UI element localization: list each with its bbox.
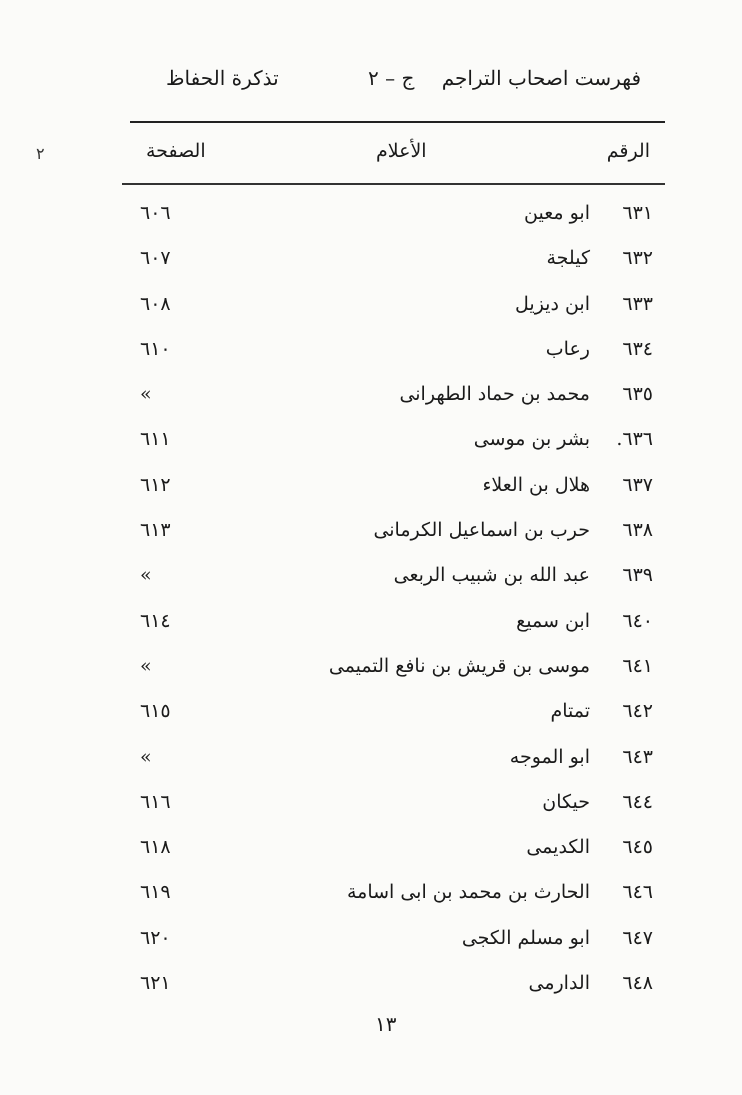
entry-number: ٦٣٣ xyxy=(622,292,653,315)
entry-page: ٦١١ xyxy=(140,428,171,451)
index-table xyxy=(120,196,665,1011)
entry-page: ٦١٥ xyxy=(140,700,171,723)
table-row xyxy=(120,287,665,332)
entry-number: ٦٣٩ xyxy=(622,564,653,587)
table-row xyxy=(120,830,665,875)
entry-page: ٦٢٠ xyxy=(140,926,171,949)
entry-number: ٦٤١ xyxy=(622,654,653,677)
table-row xyxy=(120,875,665,920)
table-row xyxy=(120,740,665,785)
entry-number: ٦٣٥ xyxy=(622,383,653,406)
entry-page: ٦٠٧ xyxy=(140,247,171,270)
entry-name: تمتام xyxy=(550,700,590,723)
table-row xyxy=(120,649,665,694)
entry-number: ٦٤٣ xyxy=(622,745,653,768)
entry-page: ٦١٩ xyxy=(140,881,171,904)
table-row xyxy=(120,604,665,649)
margin-mark: ٢ xyxy=(36,144,45,163)
entry-name: حيكان xyxy=(542,790,590,813)
entry-number: ٦٤٤ xyxy=(622,790,653,813)
entry-name: هلال بن العلاء xyxy=(482,473,590,496)
table-row xyxy=(120,785,665,830)
entry-page: ٦١٣ xyxy=(140,519,171,542)
entry-page: ٦٢١ xyxy=(140,972,171,995)
table-row xyxy=(120,196,665,241)
entry-name: الكديمى xyxy=(526,836,590,859)
entry-number: ٦٣١ xyxy=(622,202,653,224)
table-row xyxy=(120,422,665,467)
book-title: تذكرة الحفاظ xyxy=(166,66,279,90)
entry-number: ٦٣٨ xyxy=(622,519,653,542)
entry-name: الحارث بن محمد بن ابى اسامة xyxy=(346,881,590,904)
table-row xyxy=(120,921,665,966)
entry-number: ٦٣٦. xyxy=(616,428,653,451)
entry-page: » xyxy=(140,383,152,406)
entry-number: ٦٤٧ xyxy=(622,926,653,949)
volume-label: ج – ٢ xyxy=(368,66,415,90)
entry-name: ابو معين xyxy=(524,202,590,224)
entry-number: ٦٤٢ xyxy=(622,700,653,723)
entry-name: حرب بن اسماعيل الكرمانى xyxy=(373,519,590,542)
table-row xyxy=(120,694,665,739)
entry-name: ابو الموجه xyxy=(509,745,590,768)
entry-name: الدارمى xyxy=(528,972,590,995)
table-row xyxy=(120,966,665,1011)
entry-name: محمد بن حماد الطهرانى xyxy=(399,383,590,406)
entry-page: » xyxy=(140,564,152,587)
entry-page: ٦٠٦ xyxy=(140,202,171,224)
entry-name: عبد الله بن شبيب الربعى xyxy=(393,564,590,587)
entry-number: ٦٤٦ xyxy=(622,881,653,904)
column-header-names: الأعلام xyxy=(376,140,427,162)
table-row xyxy=(120,241,665,286)
running-header xyxy=(130,66,665,102)
table-row xyxy=(120,468,665,513)
entry-name: بشر بن موسى xyxy=(473,428,590,451)
entry-page: ٦٠٨ xyxy=(140,292,171,315)
entry-page: » xyxy=(140,654,152,677)
entry-page: » xyxy=(140,745,152,768)
entry-page: ٦١٤ xyxy=(140,609,171,632)
entry-number: ٦٤٨ xyxy=(622,972,653,995)
entry-name: ابن سميع xyxy=(516,609,590,632)
table-row xyxy=(120,332,665,377)
entry-name: كيلجة xyxy=(546,247,590,270)
entry-name: ابو مسلم الكجى xyxy=(461,926,590,949)
entry-page: ٦١٦ xyxy=(140,790,171,813)
column-header-rule xyxy=(122,183,665,185)
entry-page: ٦١٠ xyxy=(140,337,171,360)
table-row xyxy=(120,377,665,422)
table-row xyxy=(120,513,665,558)
table-row xyxy=(120,558,665,603)
entry-page: ٦١٢ xyxy=(140,473,171,496)
entry-number: ٦٣٤ xyxy=(622,337,653,360)
column-header-page: الصفحة xyxy=(146,140,206,162)
entry-page: ٦١٨ xyxy=(140,836,171,859)
entry-name: ابن ديزيل xyxy=(515,292,590,315)
entry-number: ٦٣٢ xyxy=(622,247,653,270)
entry-name: موسى بن قريش بن نافع التميمى xyxy=(328,654,590,677)
entry-number: ٦٣٧ xyxy=(622,473,653,496)
section-title: فهرست اصحاب التراجم xyxy=(441,66,641,90)
header-rule xyxy=(130,121,665,123)
column-header-number: الرقم xyxy=(606,140,650,162)
entry-name: رعاب xyxy=(545,337,590,360)
page-number: ١٣ xyxy=(375,1012,397,1036)
entry-number: ٦٤٥ xyxy=(622,836,653,859)
entry-number: ٦٤٠ xyxy=(622,609,653,632)
